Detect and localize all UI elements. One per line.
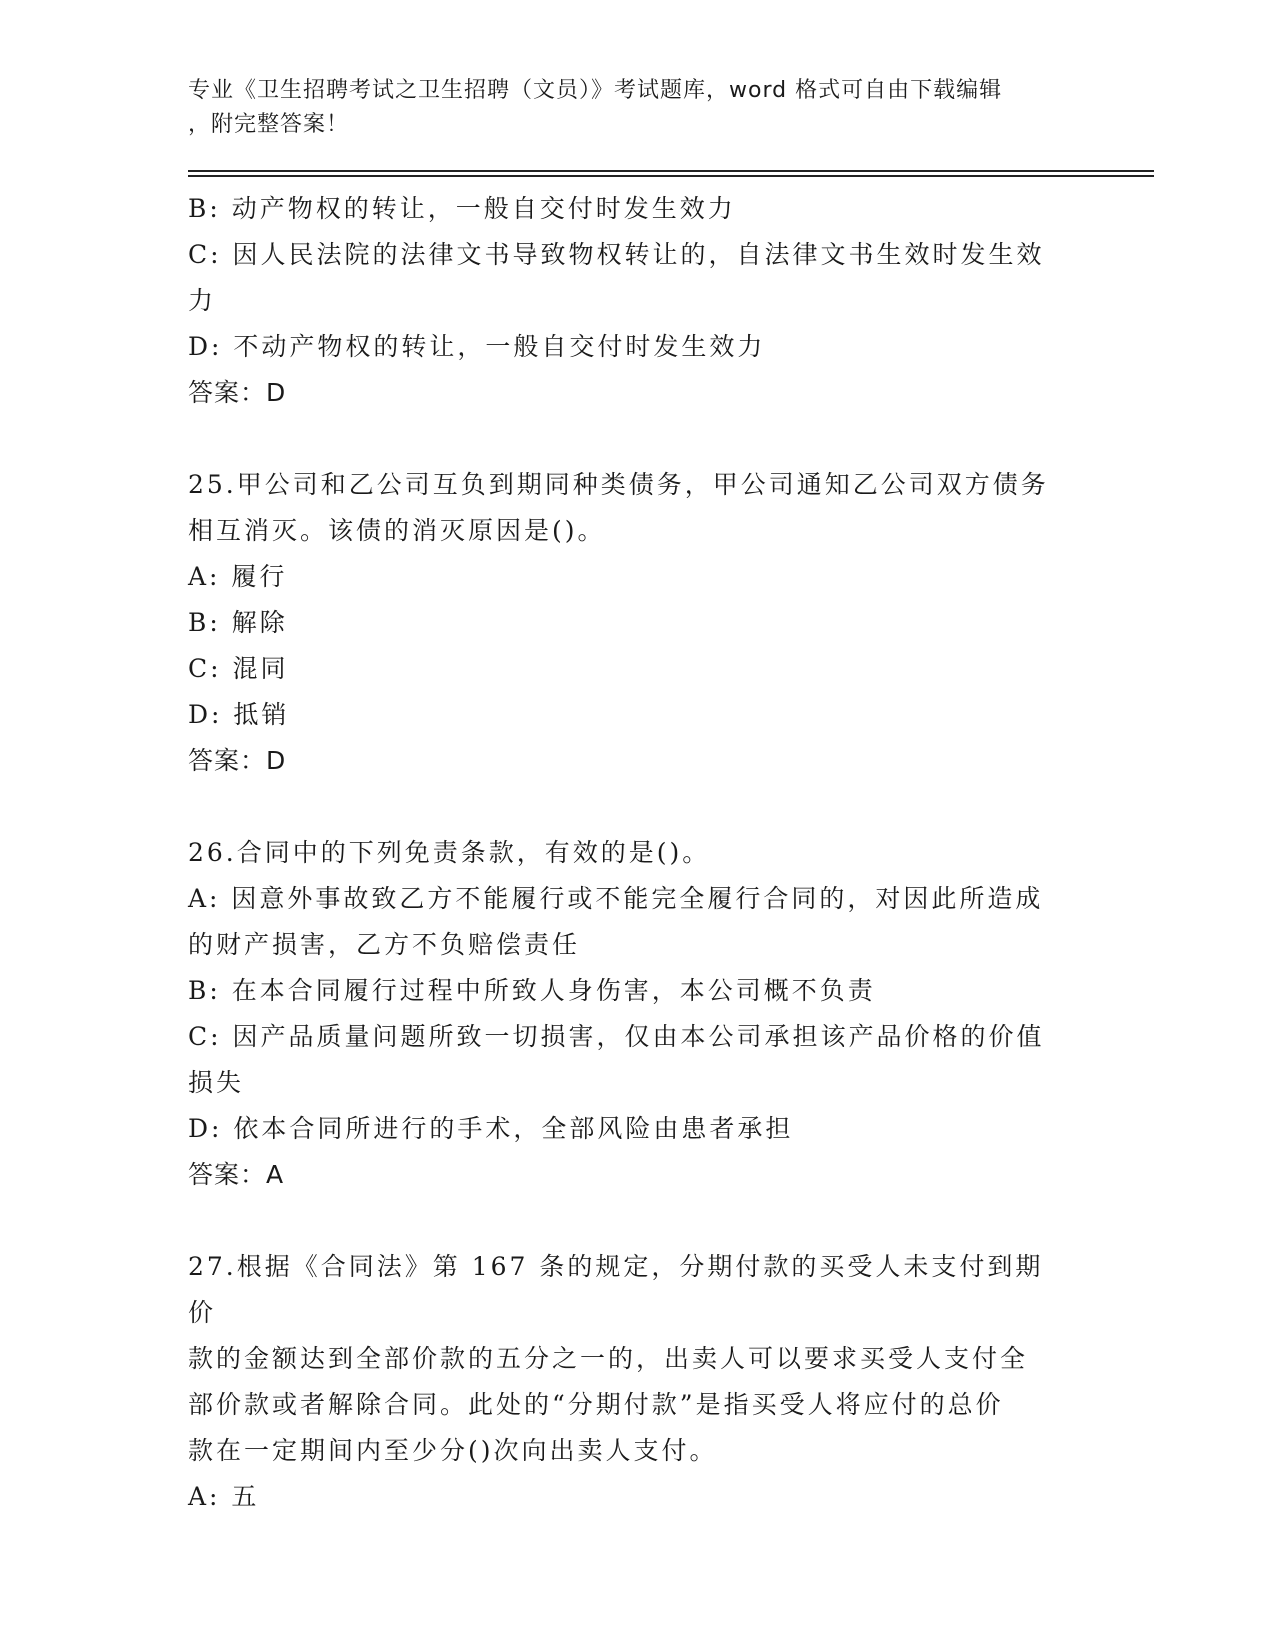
header-line-2: ，附完整答案！ [188,112,350,137]
question-content [188,186,1068,1520]
question-stem-continued: 部价款或者解除合同。此处的“分期付款”是指买受人将应付的总价 [188,1390,1004,1419]
option-c: C: 因产品质量问题所致一切损害，仅由本公司承担该产品价格的价值 [188,1022,1045,1051]
question-stem: 25.甲公司和乙公司互负到期同种类债务，甲公司通知乙公司双方债务 [188,470,1049,499]
header-line-1: 专业《卫生招聘考试之卫生招聘（文员）》考试题库，word 格式可自由下载编辑 [188,78,1003,103]
option-c-continued: 损失 [188,1068,245,1097]
option-c: C: 混同 [188,654,289,683]
answer-line: 答案：D [188,746,287,775]
option-a-continued: 的财产损害，乙方不负赔偿责任 [188,930,581,959]
option-a: A: 因意外事故致乙方不能履行或不能完全履行合同的，对因此所造成 [188,884,1044,913]
option-c: C: 因人民法院的法律文书导致物权转让的，自法律文书生效时发生效 [188,240,1045,269]
spacer [188,1198,1068,1244]
question-stem-continued: 款在一定期间内至少分()次向出卖人支付。 [188,1436,718,1465]
answer-line: 答案：D [188,378,287,407]
spacer [188,416,1068,462]
previous-question-tail [188,186,1068,416]
answer-line: 答案：A [188,1160,285,1189]
option-b: B: 在本合同履行过程中所致人身伤害，本公司概不负责 [188,976,876,1005]
option-b: B: 解除 [188,608,288,637]
question-stem: 26.合同中的下列免责条款，有效的是()。 [188,838,711,867]
option-a: A: 五 [188,1482,260,1511]
option-b: B: 动产物权的转让，一般自交付时发生效力 [188,194,736,223]
question-27 [188,1244,1068,1520]
question-26 [188,830,1068,1198]
question-stem: 27.根据《合同法》第 167 条的规定，分期付款的买受人未支付到期价 [188,1252,1044,1327]
document-header [188,74,1068,142]
header-divider-top [188,170,1154,172]
option-d: D: 抵销 [188,700,290,729]
question-stem-continued: 款的金额达到全部价款的五分之一的，出卖人可以要求买受人支付全 [188,1344,1029,1373]
spacer [188,784,1068,830]
header-divider-bottom [188,175,1154,177]
option-c-continued: 力 [188,286,217,315]
question-25 [188,462,1068,784]
option-d: D: 不动产物权的转让，一般自交付时发生效力 [188,332,766,361]
question-stem-continued: 相互消灭。该债的消灭原因是()。 [188,516,606,545]
option-d: D: 依本合同所进行的手术，全部风险由患者承担 [188,1114,794,1143]
option-a: A: 履行 [188,562,288,591]
